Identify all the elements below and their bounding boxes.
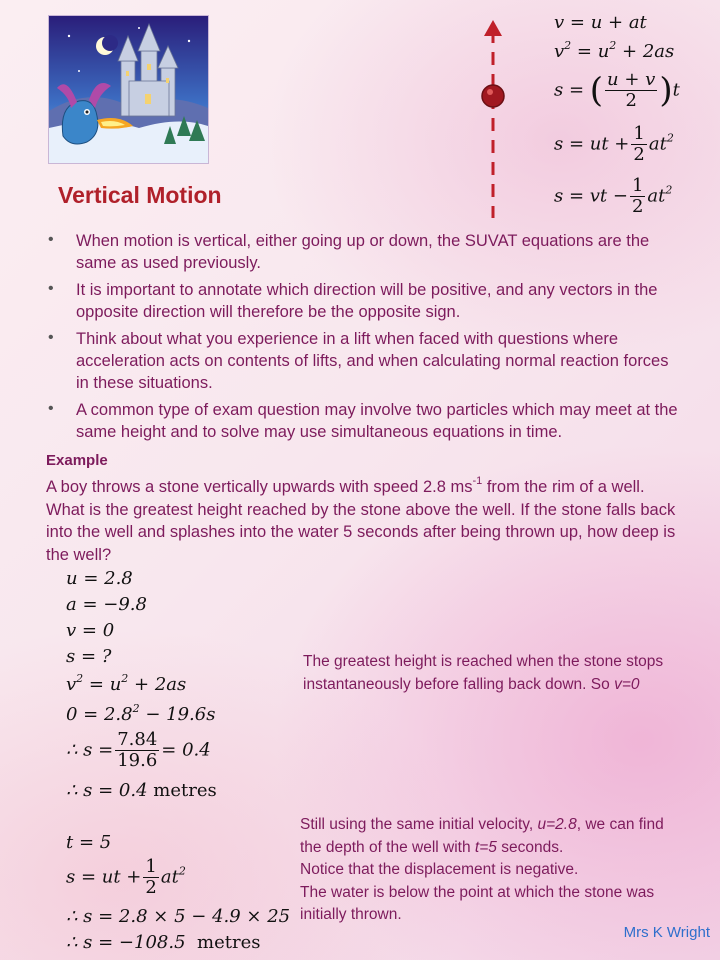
suvat-eq-5: s = vt − $\frac{1}{2}$ $at^2$ — [554, 175, 673, 217]
work2-line-4: ∴ s = −108.5 metres — [66, 932, 261, 953]
example-question: A boy throws a stone vertically upwards with speed 2.8 $ms^{-1}$ from the rim of a well. What is the greatest height reached by the stone above the well. If the stone falls back into the well and splashes into the water 5 seconds after being thrown up, how deep is the well? — [46, 475, 676, 564]
work1-line-8: ∴ s = 0.4 metres — [66, 780, 217, 801]
note-well-depth: Still using the same initial velocity, u=2.8, we can find the depth of the well with t=5 seconds. Notice that the displacement is negative. The water is below the point at which the stone was initially thrown. — [300, 816, 664, 923]
suvat-eq-2: $v^2 = u^2 + 2as$ — [554, 39, 675, 62]
bullet-icon: • — [48, 329, 54, 346]
up-arrow-icon — [484, 20, 502, 36]
work1-line-2: a = −9.8 — [66, 594, 147, 615]
page-title: Vertical Motion — [58, 182, 222, 208]
list-item: • A common type of exam question may involve two particles which may meet at the same height and to solve may use simultaneous equations in time. — [48, 400, 678, 441]
work2-line-2: s = ut + $\frac{1}{2}$ $at^2$ — [66, 856, 186, 898]
bullet-icon: • — [48, 231, 54, 248]
work1-line-1: u = 2.8 — [66, 568, 133, 589]
bullet-icon: • — [48, 400, 54, 417]
suvat-eq-3: s = ( $\frac{u + v}{2}$ )t — [554, 69, 680, 111]
vertical-motion-diagram — [474, 18, 514, 223]
list-item: • When motion is vertical, either going up or down, the SUVAT equations are the same as used previously. — [48, 231, 650, 272]
work1-line-4: s = ? — [66, 646, 112, 667]
work2-line-3: ∴ s = 2.8 × 5 − 4.9 × 25 — [66, 906, 291, 927]
bullet-icon: • — [48, 280, 54, 297]
note-greatest-height: The greatest height is reached when the stone stops instantaneously before falling back down. So v=0 — [303, 653, 664, 693]
example-heading: Example — [46, 452, 108, 469]
author-signature: Mrs K Wright — [623, 924, 710, 941]
work1-line-3: v = 0 — [66, 620, 115, 641]
work1-line-6: $0 = 2.8^2 - 19.6s$ — [66, 702, 216, 725]
work2-line-1: t = 5 — [66, 832, 112, 853]
stone-ball — [482, 85, 504, 107]
suvat-eq-1: v = u + at — [554, 12, 647, 33]
list-item: • Think about what you experience in a lift when faced with questions where acceleration acts on contents of lifts, and when calculating normal reaction forces in these situations. — [48, 329, 669, 392]
work1-line-7: ∴ s = $\frac{7.84}{19.6}$ = 0.4 — [66, 729, 211, 771]
bullet-list — [44, 230, 684, 448]
stone-highlight — [487, 89, 493, 95]
list-item: • It is important to annotate which direction will be positive, and any vectors in the opposite direction will therefore be the opposite sign. — [48, 280, 658, 321]
suvat-eq-4: s = ut + $\frac{1}{2}$ $at^2$ — [554, 123, 674, 165]
castle-illustration — [49, 16, 208, 163]
work1-line-5: $v^2 = u^2 + 2as$ — [66, 672, 187, 695]
castle-dragon-picture — [48, 15, 209, 164]
